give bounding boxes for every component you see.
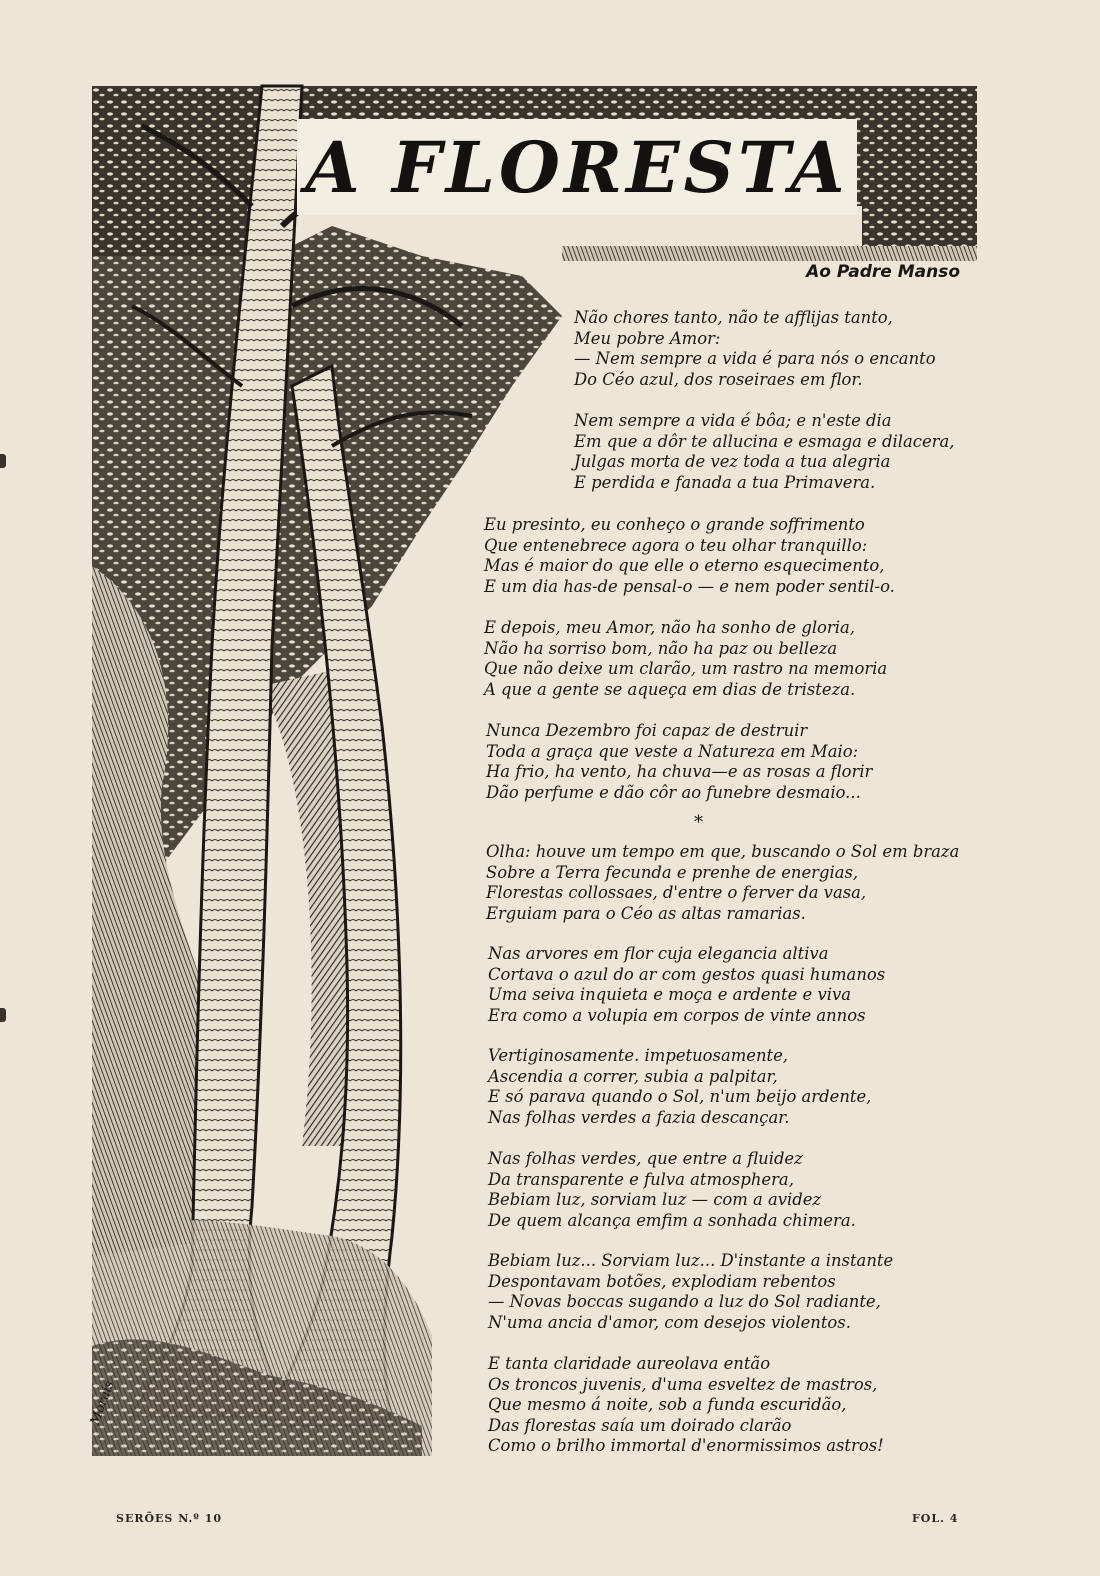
dedication: Ao Padre Manso — [806, 262, 960, 282]
footer-issue: SERÕES N.º 10 — [116, 1512, 223, 1525]
artist-signature: Morais — [87, 1379, 118, 1428]
verse-line: Não chores tanto, não te afflijas tanto, — [574, 308, 893, 327]
stanza-3 — [484, 515, 895, 597]
verse-line: E depois, meu Amor, não ha sonho de gloria, — [484, 618, 855, 637]
verse-line: Olha: houve um tempo em que, buscando o Sol em braza — [486, 842, 960, 861]
verse-line: Erguiam para o Céo as altas ramarias. — [486, 903, 806, 923]
title-box — [297, 119, 857, 215]
verse-line: Que não deixe um clarão, um rastro na memoria — [484, 659, 888, 679]
binding-mark — [0, 454, 6, 468]
verse-line: Julgas morta de vez toda a tua alegria — [574, 452, 891, 472]
stanza-11 — [488, 1354, 884, 1457]
verse-line: Nem sempre a vida é bôa; e n'este dia — [574, 411, 892, 430]
verse-line: A que a gente se aqueça em dias de tristeza. — [484, 679, 856, 699]
verse-line: E tanta claridade aureolava então — [488, 1354, 771, 1373]
stanza-9 — [488, 1149, 856, 1231]
verse-line: Nunca Dezembro foi capaz de destruir — [486, 721, 808, 740]
verse-line: Sobre a Terra fecunda e prenhe de energias, — [486, 862, 859, 882]
verse-line: E um dia has-de pensal-o — e nem poder sentil-o. — [484, 576, 895, 596]
verse-line: Que mesmo á noite, sob a funda escuridão, — [488, 1395, 847, 1415]
verse-line: Vertiginosamente. impetuosamente, — [488, 1046, 789, 1065]
stanza-7 — [488, 944, 885, 1026]
verse-line: Toda a graça que veste a Natureza em Maio: — [486, 741, 859, 761]
verse-line: Nas folhas verdes, que entre a fluidez — [488, 1149, 803, 1168]
verse-line: Meu pobre Amor: — [574, 328, 721, 348]
verse-line: De quem alcança emfim a sonhada chimera. — [488, 1210, 856, 1230]
verse-line: Os troncos juvenis, d'uma esveltez de mastros, — [488, 1374, 878, 1394]
verse-line: Não ha sorriso bom, não ha paz ou belleza — [484, 638, 838, 658]
stanza-6 — [486, 842, 959, 924]
verse-line: Do Céo azul, dos roseiraes em flor. — [574, 369, 863, 389]
verse-line: Eu presinto, eu conheço o grande soffrimento — [484, 515, 865, 534]
verse-line: Da transparente e fulva atmosphera, — [488, 1169, 794, 1189]
verse-line: Dão perfume e dão côr ao funebre desmaio... — [486, 782, 861, 802]
footer-folio: FOL. 4 — [912, 1512, 959, 1525]
stanza-4 — [484, 618, 887, 700]
stanza-8 — [488, 1046, 871, 1128]
verse-line: Nas arvores em flor cuja elegancia altiva — [488, 944, 829, 963]
verse-line: Bebiam luz... Sorviam luz... D'instante a instante — [488, 1251, 894, 1270]
verse-line: Nas folhas verdes a fazia descançar. — [488, 1107, 790, 1127]
verse-line: — Nem sempre a vida é para nós o encanto — [574, 349, 936, 369]
section-separator: * — [694, 812, 703, 833]
verse-line: E só parava quando o Sol, n'um beijo ardente, — [488, 1087, 872, 1107]
stanza-1 — [574, 308, 936, 390]
stanza-5 — [486, 721, 872, 803]
verse-line: Que entenebrece agora o teu olhar tranquillo: — [484, 535, 868, 555]
page-title: A FLORESTA — [305, 125, 849, 209]
verse-line: Mas é maior do que elle o eterno esquecimento, — [484, 556, 885, 576]
verse-line: E perdida e fanada a tua Primavera. — [574, 472, 876, 492]
verse-line: Despontavam botões, explodiam rebentos — [488, 1271, 836, 1291]
verse-line: Em que a dôr te allucina e esmaga e dilacera, — [574, 431, 955, 451]
verse-line: Cortava o azul do ar com gestos quasi humanos — [488, 964, 886, 984]
stanza-2 — [574, 411, 955, 493]
verse-line: Uma seiva inquieta e moça e ardente e viva — [488, 985, 851, 1005]
verse-line: — Novas boccas sugando a luz do Sol radiante, — [488, 1292, 881, 1312]
verse-line: Era como a volupia em corpos de vinte annos — [488, 1005, 866, 1025]
verse-line: Ha frio, ha vento, ha chuva—e as rosas a florir — [486, 762, 873, 782]
binding-mark — [0, 1008, 6, 1022]
verse-line: Das florestas saía um doirado clarão — [488, 1415, 792, 1435]
verse-line: Como o brilho immortal d'enormissimos astros! — [488, 1436, 884, 1456]
verse-line: Ascendia a correr, subia a palpitar, — [488, 1066, 778, 1086]
verse-line: Bebiam luz, sorviam luz — com a avidez — [488, 1190, 822, 1210]
verse-line: N'uma ancia d'amor, com desejos violentos. — [488, 1312, 851, 1332]
stanza-10 — [488, 1251, 893, 1333]
verse-line: Florestas collossaes, d'entre o ferver da vasa, — [486, 883, 867, 903]
